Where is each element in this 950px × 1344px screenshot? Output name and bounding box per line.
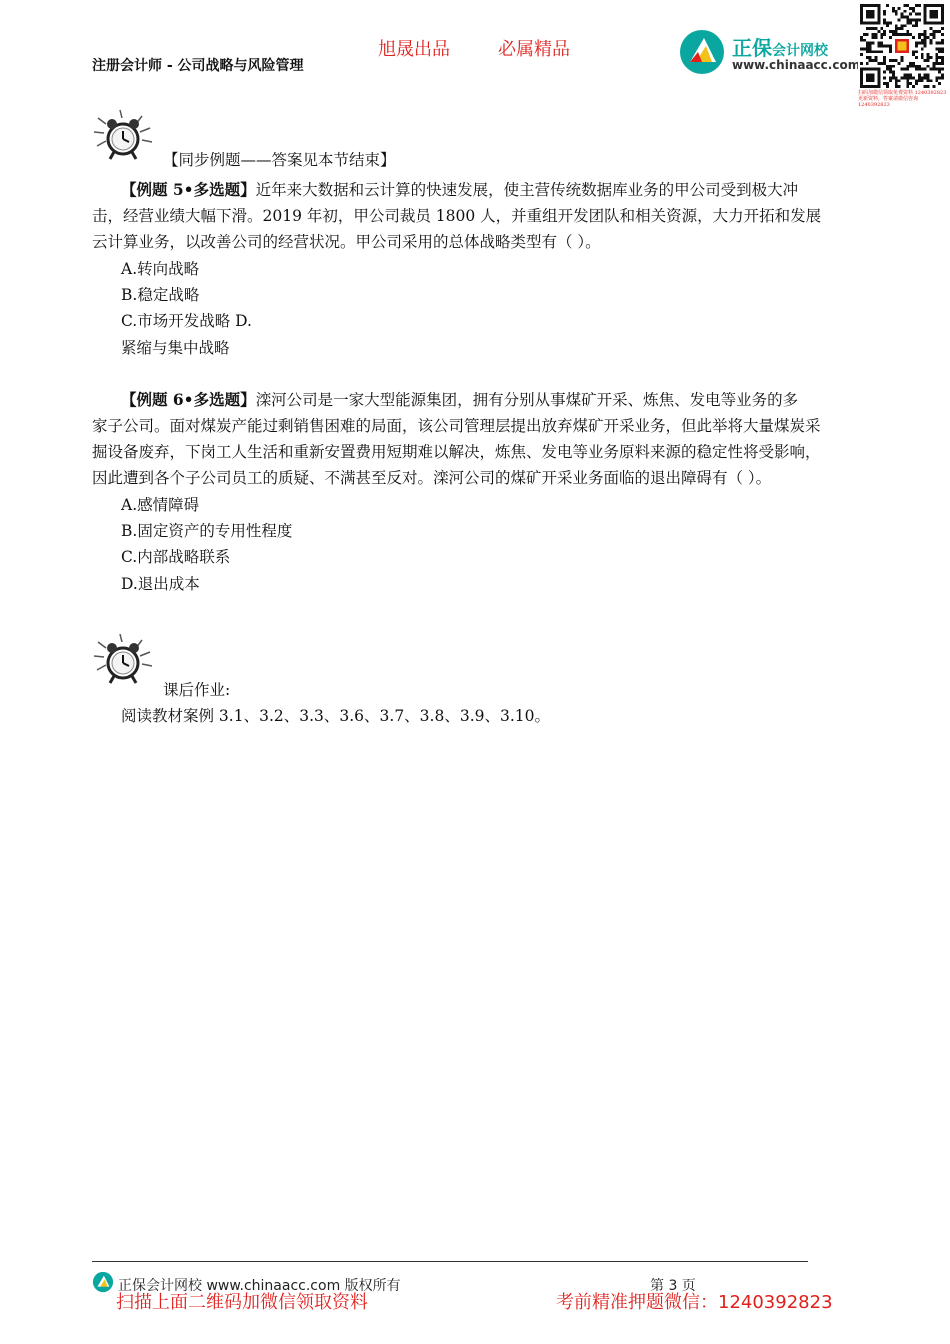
q6-option-d: D.退出成本 <box>121 575 200 593</box>
qr-caption: 扫码加微信领取免费资料 1240392823 更新资料，答案请微信咨询 1240392823 <box>858 90 947 108</box>
footer-page-number: 第 3 页 <box>650 1278 696 1294</box>
alarm-clock-icon <box>92 632 158 692</box>
q6-line2: 家子公司。面对煤炭产能过剩销售困难的局面，该公司管理层提出放弃煤矿开采业务，但此举将大量煤炭采 <box>92 417 821 435</box>
q5-line1: 【例题 5•多选题】近年来大数据和云计算的快速发展，使主营传统数据库业务的甲公司受到极大冲 <box>121 180 799 199</box>
qr-code-icon <box>858 4 946 88</box>
homework-text: 阅读教材案例 3.1、3.2、3.3、3.6、3.7、3.8、3.9、3.10。 <box>121 707 550 725</box>
chinaacc-logo-icon <box>92 1271 114 1293</box>
q6-option-c: C.内部战略联系 <box>121 548 231 566</box>
section-title-examples: 【同步例题——答案见本节结束】 <box>163 151 396 169</box>
slogan-left: 旭晟出品 <box>378 39 450 60</box>
footer-copyright: 正保会计网校 www.chinaacc.com 版权所有 <box>118 1278 401 1294</box>
q6-option-b: B.固定资产的专用性程度 <box>121 522 293 540</box>
q6-option-a: A.感情障碍 <box>121 496 200 514</box>
q5-line2: 击，经营业绩大幅下滑。2019 年初，甲公司裁员 1800 人，并重组开发团队和相关资源，大力开拓和发展 <box>92 207 822 225</box>
footer-scan-text: 扫描上面二维码加微信领取资料 <box>116 1292 368 1313</box>
logo-url: www.chinaacc.com <box>732 58 861 72</box>
q6-line3: 掘设备废弃，下岗工人生活和重新安置费用短期难以解决，炼焦、发电等业务原料来源的稳定性将受影响， <box>92 443 821 461</box>
footer-wechat-text: 考前精准押题微信：1240392823 <box>556 1292 833 1313</box>
q6-line1: 【例题 6•多选题】滦河公司是一家大型能源集团，拥有分别从事煤矿开采、炼焦、发电等业务的多 <box>121 390 799 409</box>
alarm-clock-icon <box>92 108 158 168</box>
logo-name: 正保会计网校 <box>732 36 828 60</box>
q5-option-d: 紧缩与集中战略 <box>121 339 230 357</box>
q5-line3: 云计算业务，以改善公司的经营状况。甲公司采用的总体战略类型有（ ）。 <box>92 233 601 251</box>
course-title: 注册会计师 - 公司战略与风险管理 <box>92 58 304 74</box>
q5-option-b: B.稳定战略 <box>121 286 200 304</box>
q5-option-c: C.市场开发战略 D. <box>121 312 252 330</box>
chinaacc-logo-icon <box>678 28 726 76</box>
footer-divider <box>92 1261 808 1262</box>
slogan-right: 必属精品 <box>498 39 570 60</box>
q6-line4: 因此遭到各个子公司员工的质疑、不满甚至反对。滦河公司的煤矿开采业务面临的退出障碍有（ ）。 <box>92 469 772 487</box>
section-title-homework: 课后作业: <box>163 681 231 699</box>
q5-option-a: A.转向战略 <box>121 260 200 278</box>
